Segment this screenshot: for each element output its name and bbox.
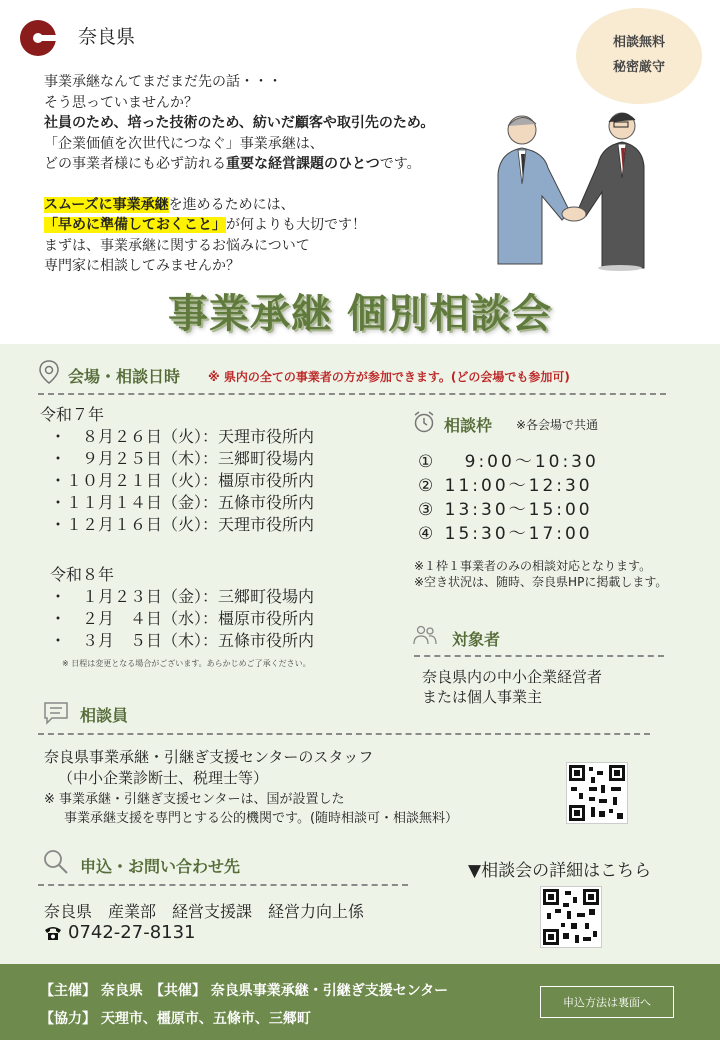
slot-list <box>418 450 599 546</box>
schedule-item: ・ ９月２５日（木）：三郷町役場内 <box>50 449 315 468</box>
alarm-clock-icon <box>412 410 436 434</box>
contact-department: 奈良県 産業部 経営支援課 経営力向上係 <box>44 902 365 921</box>
venue-note: ※ 県内の全ての事業者の方が参加できます。(どの会場でも参加可) <box>208 370 570 384</box>
schedule-item: ・１１月１４日（金）：五條市役所内 <box>50 493 315 512</box>
consultant-line: （中小企業診断士、税理士等） <box>58 769 269 787</box>
slots-heading: 相談枠 <box>444 416 493 435</box>
target-line: または個人事業主 <box>422 688 543 706</box>
venue-heading: 会場・相談日時 <box>68 367 181 386</box>
intro-text: が何よりも大切です！ <box>226 217 366 233</box>
contact-phone <box>44 922 196 943</box>
intro-text <box>44 72 434 277</box>
intro-line: そう思っていませんか？ <box>44 94 198 111</box>
main-title: 事業承継 個別相談会 <box>168 291 552 337</box>
year-label: 令和８年 <box>50 565 115 584</box>
free-consultation-badge <box>576 8 702 104</box>
prefecture-name: 奈良県 <box>78 26 136 48</box>
slot-item: ④ 15:30～17:00 <box>418 524 593 544</box>
intro-line: 専門家に相談してみませんか？ <box>44 258 240 274</box>
badge-line-free: 相談無料 <box>612 35 665 51</box>
year-label: 令和７年 <box>40 405 105 424</box>
qr-code-center[interactable] <box>566 762 628 824</box>
target-line: 奈良県内の中小企業経営者 <box>422 668 603 686</box>
qr-code-details[interactable] <box>540 886 602 948</box>
qr-code-icon <box>567 763 627 823</box>
divider <box>38 884 408 886</box>
consultant-note: 事業承継支援を専門とする公的機関です。(随時相談可・相談無料） <box>64 811 459 826</box>
consultant-note: ※ 事業承継・引継ぎ支援センターは、国が設置した <box>44 792 345 807</box>
schedule-item: ・１２月１６日（火）：天理市役所内 <box>50 515 315 534</box>
apply-method-button[interactable]: 申込方法は裏面へ <box>540 986 674 1018</box>
magnifier-icon <box>42 848 70 876</box>
divider <box>38 393 666 395</box>
schedule-footnote: ※ 日程は変更となる場合がございます。あらかじめご了承ください。 <box>62 659 311 668</box>
phone-number[interactable]: 0742-27-8131 <box>68 922 196 943</box>
divider <box>414 655 664 657</box>
slots-note: ※各会場で共通 <box>516 418 599 432</box>
schedule-list-2025 <box>50 426 314 536</box>
intro-line: まずは、事業承継に関するお悩みについて <box>44 237 310 254</box>
intro-line <box>44 195 434 216</box>
intro-line: 「企業価値を次世代につなぐ」事業承継は、 <box>44 135 324 152</box>
consultant-heading: 相談員 <box>80 706 129 725</box>
intro-line <box>44 215 434 236</box>
intro-text: を進めるためには、 <box>168 196 295 213</box>
details-label: ▼相談会の詳細はこちら <box>468 861 652 881</box>
phone-icon <box>44 925 62 941</box>
slot-item: ① 9:00～10:30 <box>418 452 599 472</box>
intro-text: どの事業者様にも必ず訪れる <box>44 156 226 172</box>
contact-heading: 申込・お問い合わせ先 <box>80 857 241 876</box>
intro-text: です。 <box>379 156 421 172</box>
schedule-item: ・１０月２１日（火）：橿原市役所内 <box>50 471 315 490</box>
intro-emphasis: 重要な経営課題のひとつ <box>226 156 380 172</box>
footer-organizers: 【主催】 奈良県 【共催】 奈良県事業承継・引継ぎ支援センター <box>40 983 449 999</box>
handshake-illustration <box>484 104 654 272</box>
intro-line: 事業承継なんてまだまだ先の話・・・ <box>44 74 282 90</box>
schedule-item: ・ ３月 ５日（木）：五條市役所内 <box>50 631 315 650</box>
highlight-text: 「早めに準備しておくこと」 <box>44 217 226 233</box>
target-heading: 対象者 <box>452 630 501 649</box>
divider <box>38 733 650 735</box>
slot-item: ③ 13:30～15:00 <box>418 500 593 520</box>
speech-bubble-icon <box>42 700 70 726</box>
location-pin-icon <box>38 359 60 385</box>
slot-item: ② 11:00～12:30 <box>418 476 593 496</box>
slots-note-line: ※空き状況は、随時、奈良県HPに掲載します。 <box>414 575 668 589</box>
consultant-line: 奈良県事業承継・引継ぎ支援センターのスタッフ <box>44 748 374 766</box>
schedule-list-2026 <box>50 586 314 652</box>
footer-cooperation: 【協力】 天理市、橿原市、五條市、三郷町 <box>40 1011 311 1027</box>
schedule-item: ・ ２月 ４日（水）：橿原市役所内 <box>50 609 315 628</box>
qr-code-icon <box>541 887 601 947</box>
badge-line-confidential: 秘密厳守 <box>612 60 665 75</box>
slots-note-line: ※１枠１事業者のみの相談対応となります。 <box>414 559 652 573</box>
schedule-item: ・ ８月２６日（火）：天理市役所内 <box>50 427 315 446</box>
intro-line: 社員のため、培った技術のため、紡いだ顧客や取引先のため。 <box>44 115 435 131</box>
nara-prefecture-logo <box>18 18 58 58</box>
intro-line <box>44 154 434 175</box>
highlight-text: スムーズに事業承継 <box>44 196 169 213</box>
schedule-item: ・ １月２３日（金）：三郷町役場内 <box>50 587 315 606</box>
people-icon <box>412 624 438 646</box>
